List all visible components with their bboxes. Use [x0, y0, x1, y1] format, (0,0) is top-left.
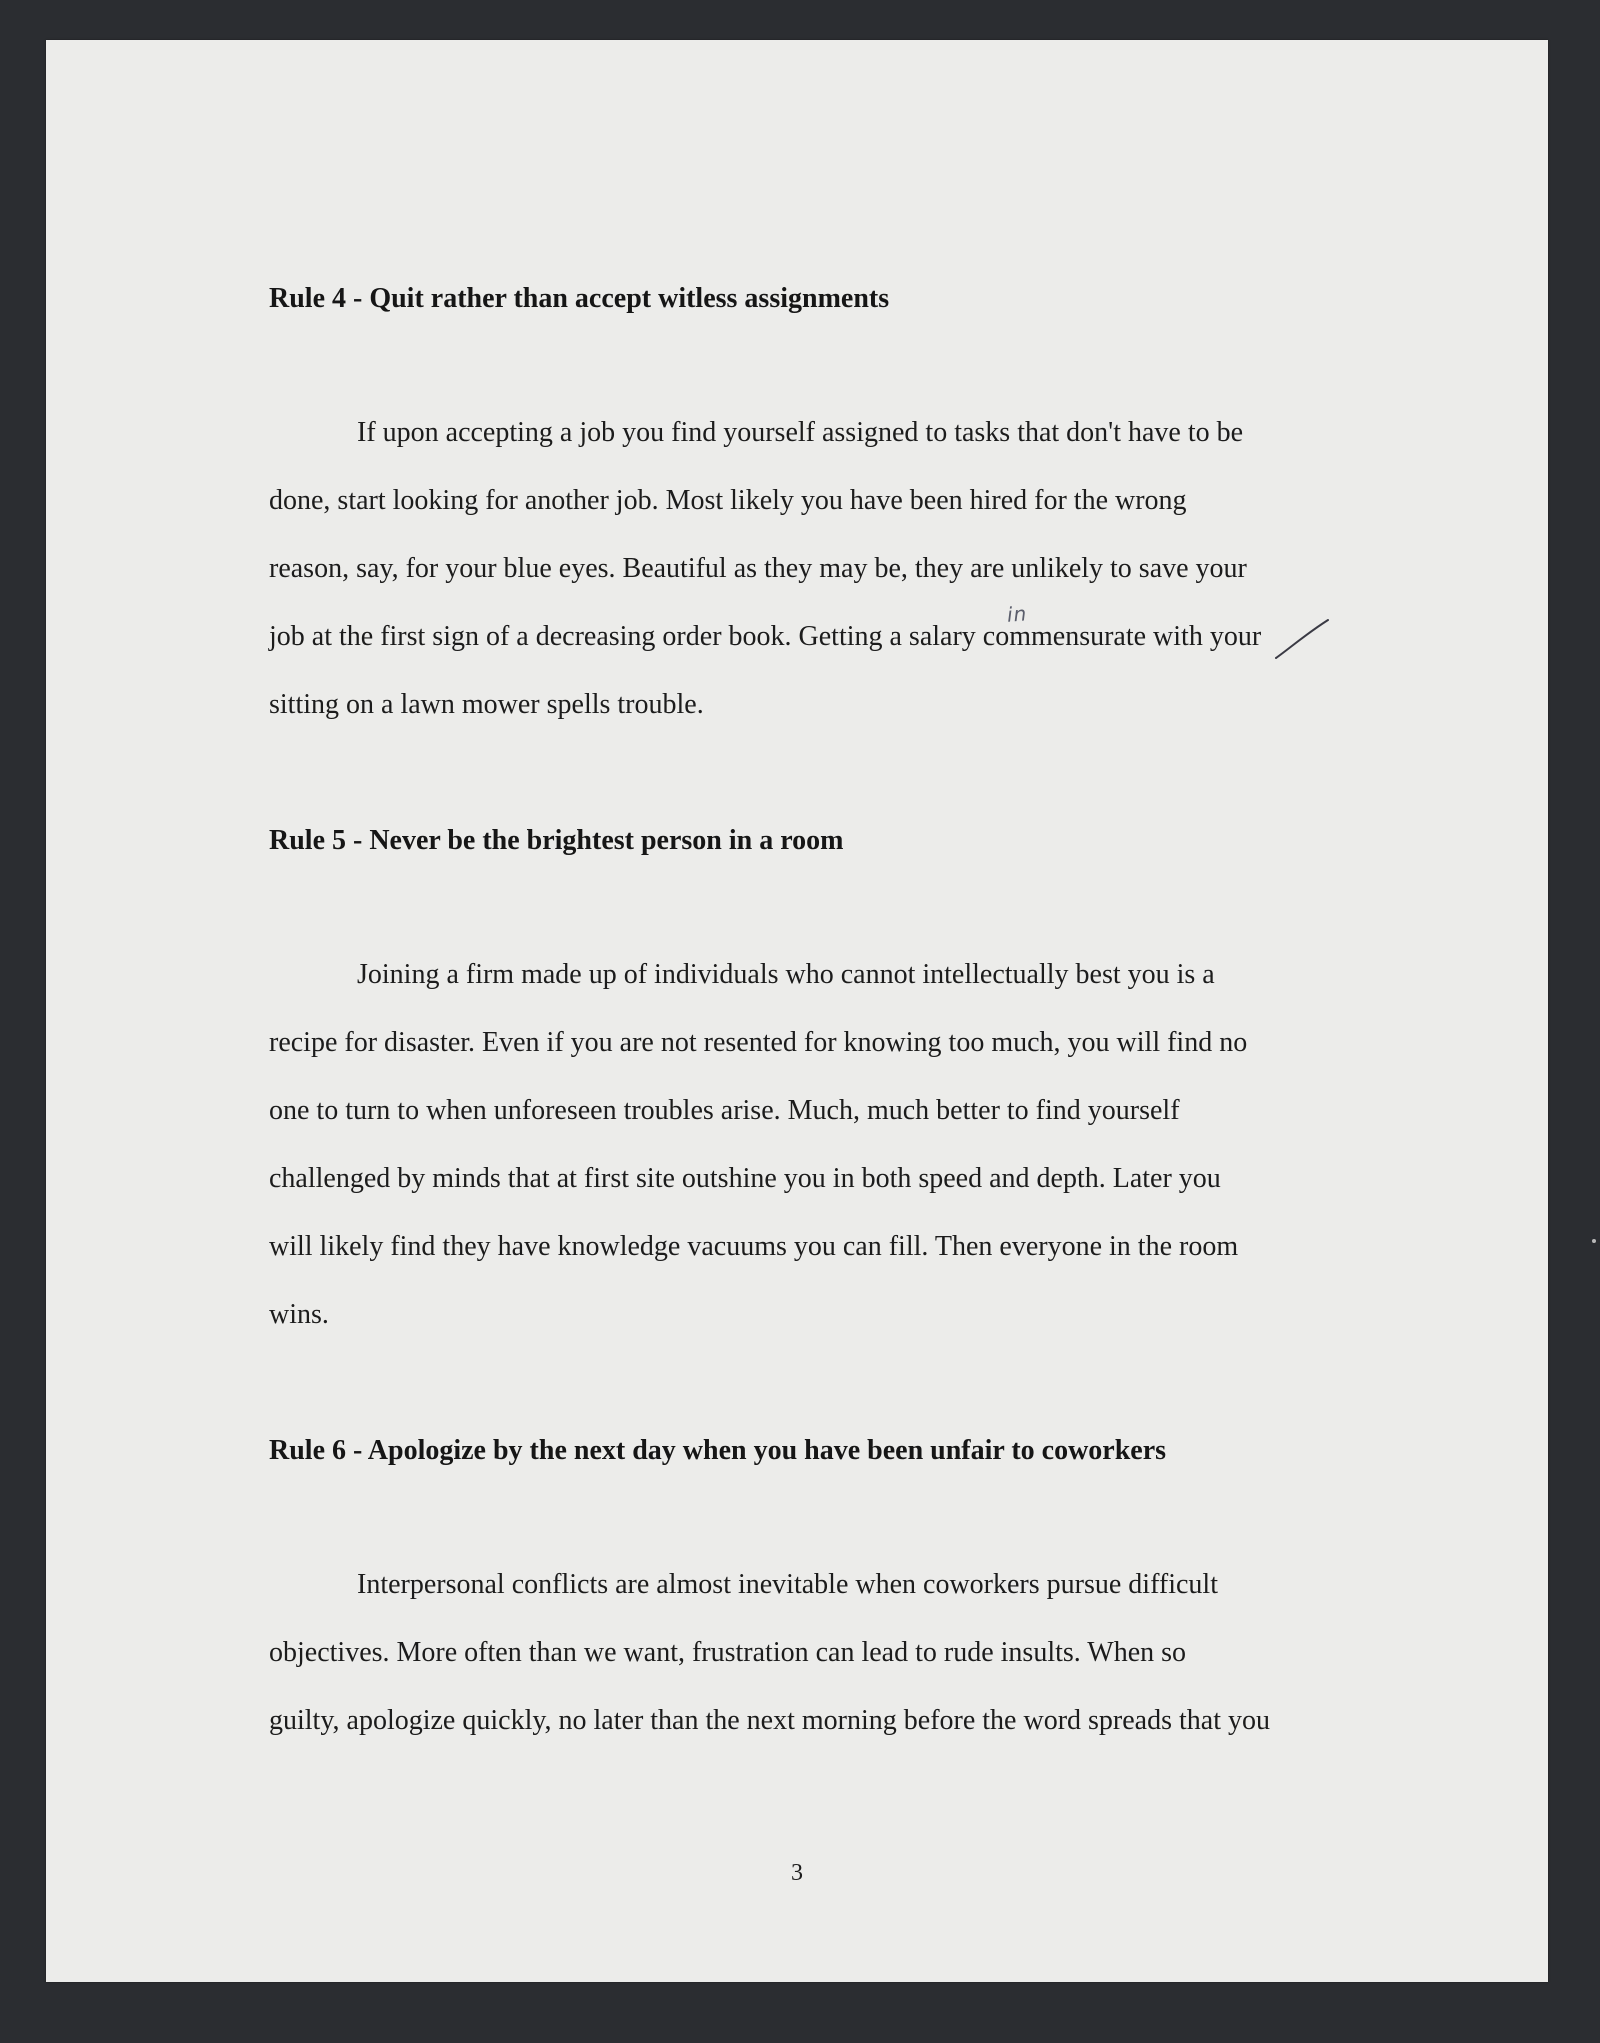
rule-6-line-1: Interpersonal conflicts are almost inevitable when coworkers pursue difficult [357, 1569, 1218, 1600]
rule-6-line-3: guilty, apologize quickly, no later than the next morning before the word spreads that you [269, 1705, 1270, 1736]
rule-5-line-3: one to turn to when unforeseen troubles arise. Much, much better to find yourself [269, 1095, 1180, 1126]
scan-artifact [1592, 1239, 1596, 1243]
page-number: 3 [791, 1860, 803, 1886]
rule-4-line-3: reason, say, for your blue eyes. Beautiful as they may be, they are unlikely to save your [269, 553, 1247, 584]
rule-6-line-2: objectives. More often than we want, frustration can lead to rude insults. When so [269, 1637, 1187, 1668]
rule-4-line-1: If upon accepting a job you find yourself assigned to tasks that don't have to be [357, 417, 1244, 448]
rule-5-heading: Rule 5 - Never be the brightest person in a room [269, 825, 844, 856]
rule-5-line-1: Joining a firm made up of individuals who cannot intellectually best you is a [357, 959, 1215, 990]
rule-4-line-4: job at the first sign of a decreasing order book. Getting a salary commensurate with your [269, 621, 1262, 652]
rule-5-line-2: recipe for disaster. Even if you are not resented for knowing too much, you will find no [269, 1027, 1248, 1058]
rule-4-line-5: sitting on a lawn mower spells trouble. [269, 689, 704, 720]
rule-5-line-4: challenged by minds that at first site outshine you in both speed and depth. Later you [269, 1163, 1221, 1194]
rule-5-line-6: wins. [269, 1299, 329, 1330]
handwritten-strike-icon [1272, 616, 1332, 666]
rule-6-heading: Rule 6 - Apologize by the next day when you have been unfair to coworkers [269, 1435, 1167, 1466]
rule-4-heading: Rule 4 - Quit rather than accept witless assignments [269, 283, 890, 314]
rule-4-line-2: done, start looking for another job. Most likely you have been hired for the wrong [269, 485, 1187, 516]
rule-5-line-5: will likely find they have knowledge vacuums you can fill. Then everyone in the room [269, 1231, 1239, 1262]
document-page [46, 40, 1548, 1982]
handwritten-insert-mark: in [1006, 601, 1029, 627]
